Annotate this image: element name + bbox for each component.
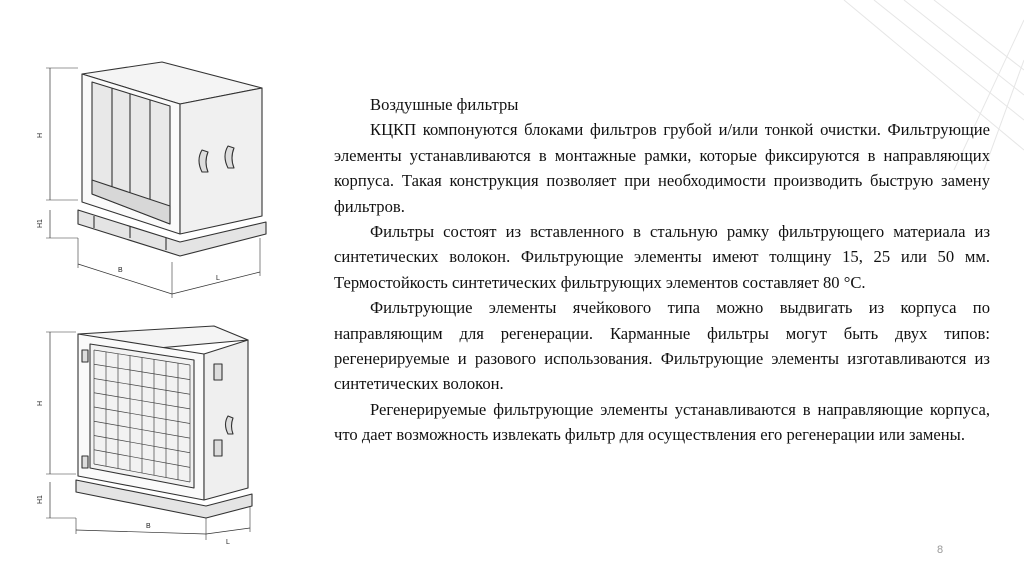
paragraph: Фильтрующие элементы ячейкового типа можно выдвигать из корпуса по направляющим для регенерации. Карманные фильтры могут быть двух типов: регенерируемые и разового использования. Фильтрующие элементы изготавливаются из синтетических волокон. xyxy=(334,298,990,394)
page-number: 8 xyxy=(937,544,944,556)
paragraph: Фильтры состоят из вставленного в стальную рамку фильтрующего материала из синтетических волокон. Фильтрующие элементы имеют толщину 15, 25 или 50 мм. Термостойкость синтетических фильтрующих элементов составляет 80 °С. xyxy=(334,222,990,292)
paragraph: Регенерируемые фильтрующие элементы устанавливаются в направляющие корпуса, что дает возможность извлекать фильтр для осуществления его регенерации или замены. xyxy=(334,399,990,445)
dimension-label-h: H xyxy=(37,132,44,138)
dimension-label-l: L xyxy=(216,275,220,282)
section-title: Воздушные фильтры xyxy=(370,95,519,114)
filters-description xyxy=(334,92,990,448)
filter-housing-drawing-top xyxy=(34,42,274,304)
dimension-label-b: B xyxy=(118,267,123,274)
dimension-label-l: L xyxy=(226,539,230,546)
dimension-label-h1: H1 xyxy=(37,219,44,228)
dimension-label-h: H xyxy=(37,400,44,406)
dimension-label-h1: H1 xyxy=(37,495,44,504)
dimension-label-b: B xyxy=(146,523,151,530)
filter-housing-drawing-bottom xyxy=(34,320,274,556)
paragraph: КЦКП компонуются блоками фильтров грубой и/или тонкой очистки. Фильтрующие элементы устанавливаются в монтажные рамки, которые фиксируются в направляющих корпуса. Такая конструкция позволяет при необходимости производить быструю замену фильтров. xyxy=(334,120,990,216)
